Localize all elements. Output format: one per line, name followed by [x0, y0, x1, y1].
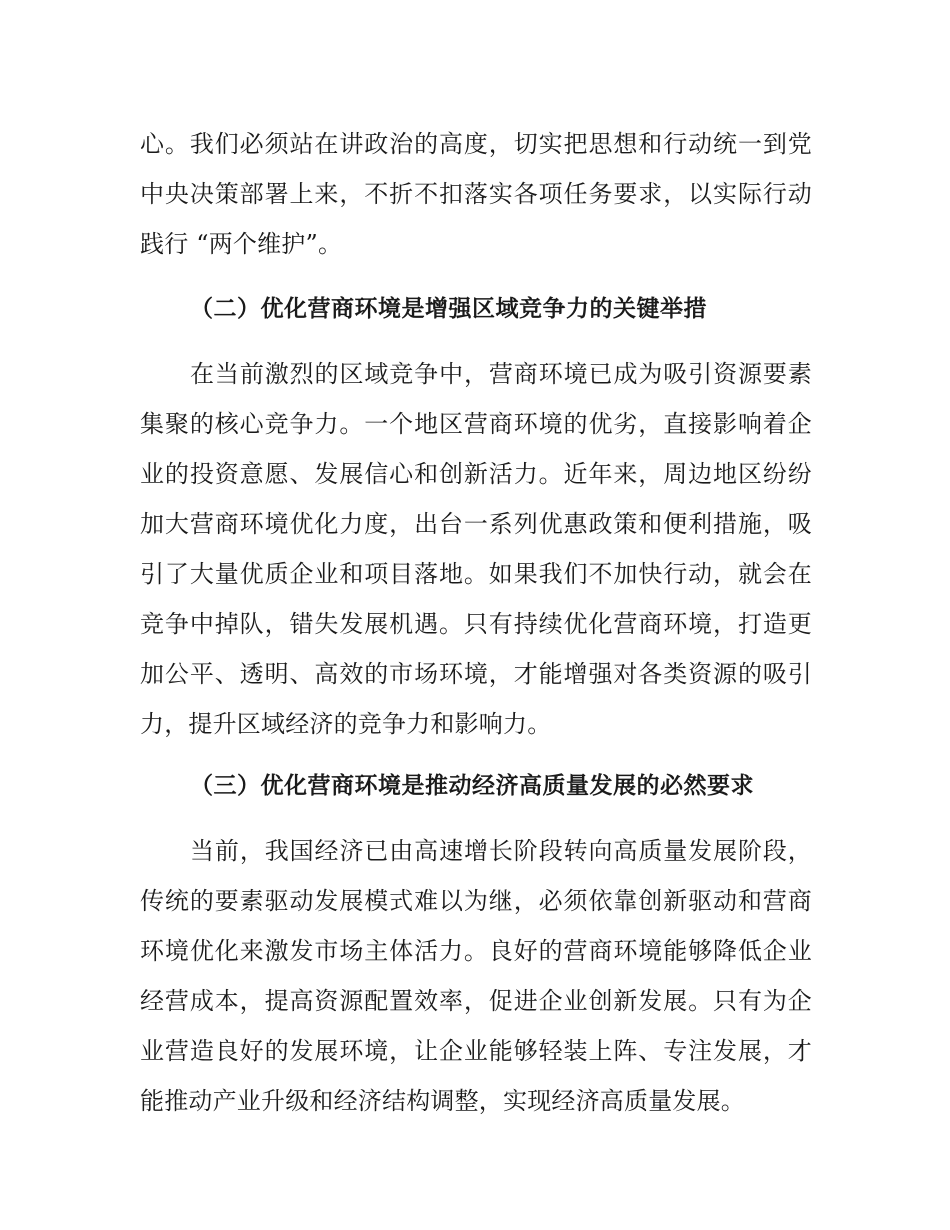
paragraph-line: 传统的要素驱动发展模式难以为继，必须依靠创新驱动和营商 [140, 887, 812, 915]
paragraph-line: 能推动产业升级和经济结构调整，实现经济高质量发展。 [140, 1087, 745, 1115]
paragraph-line: 加公平、透明、高效的市场环境，才能增强对各类资源的吸引 [140, 660, 812, 688]
paragraph-line: 当前，我国经济已由高速增长阶段转向高质量发展阶段， [190, 837, 812, 865]
paragraph-line: 集聚的核心竞争力。一个地区营商环境的优劣，直接影响着企 [140, 410, 812, 438]
section-heading-3: （三）优化营商环境是推动经济高质量发展的必然要求 [190, 773, 754, 799]
paragraph-line: 加大营商环境优化力度，出台一系列优惠政策和便利措施，吸 [140, 510, 812, 538]
paragraph-line: 心。我们必须站在讲政治的高度，切实把思想和行动统一到党 [140, 130, 812, 158]
paragraph-line: 业营造良好的发展环境，让企业能够轻装上阵、专注发展，才 [140, 1037, 812, 1065]
paragraph-line: 经营成本，提高资源配置效率，促进企业创新发展。只有为企 [140, 987, 812, 1015]
paragraph-line: 引了大量优质企业和项目落地。如果我们不加快行动，就会在 [140, 560, 812, 588]
paragraph-line: 环境优化来激发市场主体活力。良好的营商环境能够降低企业 [140, 937, 812, 965]
section-heading-2: （二）优化营商环境是增强区域竞争力的关键举措 [190, 296, 707, 322]
paragraph-line: 业的投资意愿、发展信心和创新活力。近年来，周边地区纷纷 [140, 460, 812, 488]
paragraph-line: 力，提升区域经济的竞争力和影响力。 [140, 710, 552, 738]
paragraph-line: 在当前激烈的区域竞争中，营商环境已成为吸引资源要素 [190, 360, 812, 388]
paragraph-line: 践行 “两个维护”。 [140, 230, 343, 258]
paragraph-line: 竞争中掉队，错失发展机遇。只有持续优化营商环境，打造更 [140, 610, 812, 638]
paragraph-line: 中央决策部署上来，不折不扣落实各项任务要求，以实际行动 [140, 180, 812, 208]
